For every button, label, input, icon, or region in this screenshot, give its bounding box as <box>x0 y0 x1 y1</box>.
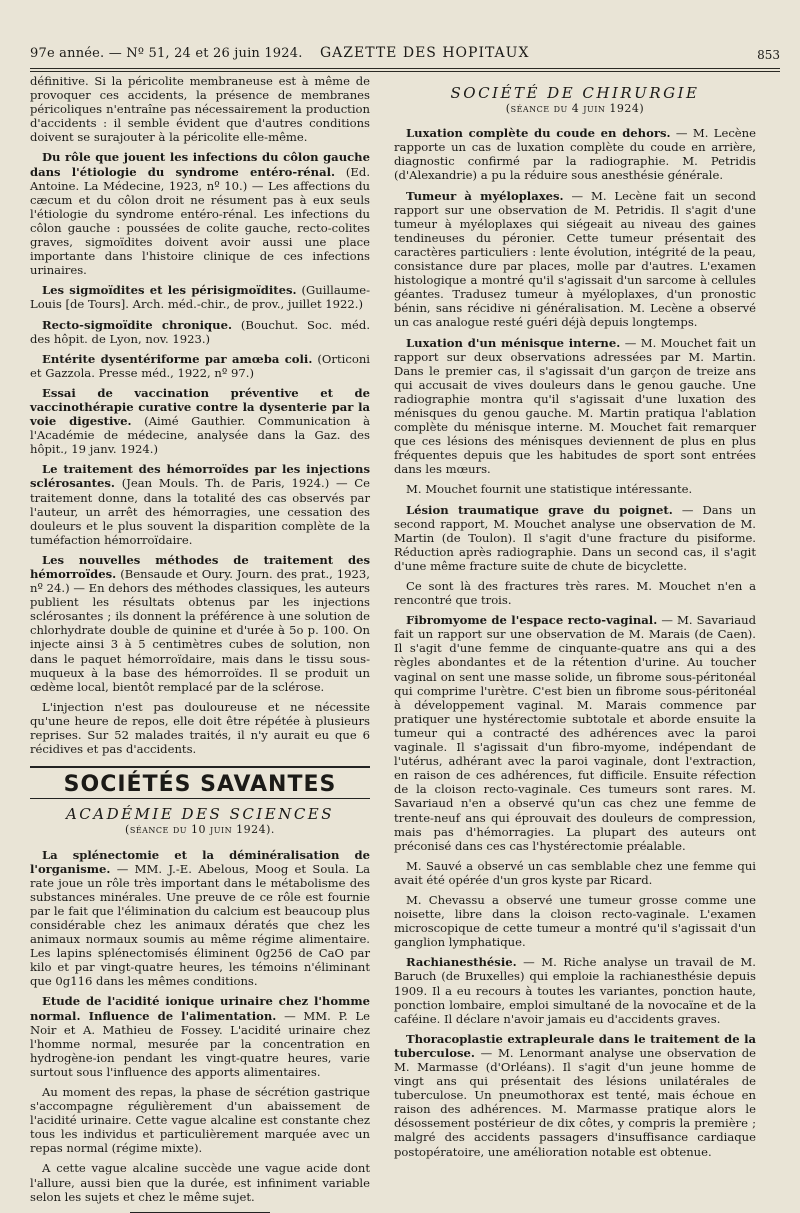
society-seance: (séance du 4 juin 1924) <box>505 102 645 116</box>
entry-body: — MM. J.-E. Abelous, Moog et Soula. La rate joue un rôle très important dans le métabolisme des substances minérales. Une preuve de ce rôle est fournie par le fait que l'élimination du calcium est beaucoup plus considérable chez les animaux dératés que chez les animaux normaux soumis au même régime alimentaire. Les lapins splénectomisés éliminent 0g256 de CaO par kilo et par vingt-quatre heures, les témoins n'éliminant que 0g116 dans les mêmes conditions. <box>30 861 370 989</box>
entry-body: — M. Savariaud fait un rapport sur une observation de M. Marais (de Caen). Il s'agit d'une femme de cinquante-quatre ans qui a des règles abondantes et de la rétention d'urine. Au toucher vaginal on sent une masse solide, un fibrome sous-péritonéal qui comprime l'urètre. C'est bien un fibrome sous-péritonéal à développement vaginal. M. Marais commence par pratiquer une hystérectomie subtotale et aborde ensuite la tumeur qui a contracté des adhérences avec la paroi vaginale. Il s'agissait d'un fibro-myome, indépendant de l'utérus, adhérant avec la paroi vaginale, dont l'extraction, en raison de ces adhérences, fut difficile. Ensuite réfection de la cloison recto-vaginale. Ces tumeurs sont rares. M. Savariaud n'en a observé qu'un cas chez une femme de trente-neuf ans qui éprouvait des douleurs de compression, mais pas d'hémorragies. La plupart des auteurs ont préconisé dans ces cas l'hystérectomie préalable. <box>394 613 757 853</box>
abstract-entry <box>30 848 370 989</box>
entry-title: Essai de vaccination préventive et de vaccinothérapie curative contre la dysenterie par la voie digestive. <box>30 385 370 429</box>
academy-seance: (séance du 10 juin 1924). <box>125 823 275 837</box>
entry-title: Luxation complète du coude en dehors. <box>406 126 671 141</box>
abstract-entry <box>394 613 756 853</box>
section-rule <box>30 766 370 768</box>
entry-title: Les nouvelles méthodes de traitement des hémorroïdes. <box>30 552 370 581</box>
entry-body: (Aimé Gauthier. Communication à l'Académie de médecine, analysée dans la Gaz. des hôpit., 19 janv. 1924.) <box>30 414 371 457</box>
entry-title: Du rôle que jouent les infections du côlon gauche dans l'étiologie du syndrome entéro-rénal. <box>30 150 370 179</box>
entry-body: — M. Lecène fait un second rapport sur une observation de M. Petridis. Il s'agit d'une tumeur à myéloplaxes qui siégeait au niveau des gaines tendineuses du péronier. Cette tumeur présentait des caractères particuliers : lente évolution, intégrité de la peau, consistance dure par places, molle par d'autres. L'examen histologique a montré qu'il s'agissait d'un sarcome à cellules géantes. Tradusez tumeur à myéloplaxes, d'un pronostic bénin, sans récidive ni généralisation. M. Lecène a observé un cas analogue resté guéri déjà depuis longtemps. <box>394 188 757 330</box>
entry-body: (Bouchut. Soc. méd. des hôpit. de Lyon, nov. 1923.) <box>30 317 370 346</box>
page-header <box>30 43 780 65</box>
entry-body: — MM. P. Le Noir et A. Mathieu de Fossey. L'acidité urinaire chez l'homme normal, mesurée par la concentration en hydrogène-ion pendant les vingt-quatre heures, varie surtout sous l'influence des apports alimentaires. <box>30 1008 370 1079</box>
section-rule-thin <box>30 798 370 799</box>
page-number: 853 <box>757 48 780 62</box>
abstract-entry <box>30 283 370 311</box>
entry-body: (Jean Mouls. Th. de Paris, 1924.) — Ce traitement donne, dans la totalité des cas observés par l'auteur, un arrêt des hémorragies, une cessation des douleurs et le plus souvent la disparition complète de la tuméfaction hémorroïdaire. <box>30 476 371 547</box>
abstract-entry <box>30 386 370 456</box>
paragraph: A cette vague alcaline succède une vague acide dont l'allure, aussi bien que la durée, est infiniment variable selon les sujets et chez le même sujet. <box>30 1161 370 1204</box>
entry-title: Fibromyome de l'espace recto-vaginal. <box>406 613 658 628</box>
abstract-entry <box>394 189 756 330</box>
entry-title: Luxation d'un ménisque interne. <box>406 335 621 350</box>
left-column <box>30 74 370 1213</box>
abstract-entry <box>30 318 370 346</box>
entry-body: — M. Mouchet fait un rapport sur deux observations adressées par M. Martin. Dans le premier cas, il s'agissait d'un garçon de treize ans qui accusait de vives douleurs dans le genou gauche. Une radiographie montra qu'il s'agissait d'une luxation des ménisques du genou gauche. M. Martin pratiqua l'ablation complète du ménisque interne. M. Mouchet fait remarquer que ces lésions des ménisques deviennent de plus en plus fréquentes depuis que les habitudes de sport sont entrées dans les mœurs. <box>394 335 756 477</box>
entry-title: Etude de l'acidité ionique urinaire chez l'homme normal. Influence de l'alimentation. <box>30 994 370 1023</box>
abstract-entry <box>30 553 370 694</box>
issue-line: 97e année. — Nº 51, 24 et 26 juin 1924. <box>30 46 303 61</box>
right-column <box>394 74 756 1165</box>
entry-body: (Orticoni et Gazzola. Presse méd., 1922, nº 97.) <box>30 351 370 380</box>
entry-body: (Guillaume-Louis [de Tours]. Arch. méd.-chir., de prov., juillet 1922.) <box>30 283 370 312</box>
abstract-entry <box>394 126 756 182</box>
paragraph: M. Chevassu a observé une tumeur grosse comme une noisette, libre dans la cloison recto-vaginale. L'examen microscopique de cette tumeur a montré qu'il s'agissait d'un ganglion lymphatique. <box>394 892 756 950</box>
abstract-entry <box>30 150 370 277</box>
paragraph: L'injection n'est pas douloureuse et ne nécessite qu'une heure de repos, elle doit être répétée à plusieurs reprises. Sur 52 malades traités, il n'y aurait eu que 6 récidives et pas d'accidents. <box>30 699 370 757</box>
entry-title: La splénectomie et la déminéralisation de l'organisme. <box>30 847 370 876</box>
society-title: SOCIÉTÉ DE CHIRURGIE <box>450 84 700 102</box>
paragraph: Ce sont là des fractures très rares. M. Mouchet n'en a rencontré que trois. <box>394 579 756 608</box>
paragraph: M. Mouchet fournit une statistique intéressante. <box>406 482 693 497</box>
journal-title: GAZETTE DES HOPITAUX <box>320 45 530 61</box>
entry-title: Le traitement des hémorroïdes par les injections sclérosantes. <box>30 462 370 491</box>
entry-title: Thoracoplastie extrapleurale dans le traitement de la tuberculose. <box>394 1031 756 1060</box>
abstract-entry <box>394 336 756 477</box>
abstract-entry <box>394 955 756 1025</box>
entry-title: Entérite dysentériforme par amœba coli. <box>42 351 313 366</box>
entry-title: Lésion traumatique grave du poignet. <box>406 502 673 517</box>
paragraph: Au moment des repas, la phase de sécrétion gastrique s'accompagne régulièrement d'un abaissement de l'acidité urinaire. Cette vague alcaline est constante chez tous les individus et particulièrement marquée avec un repas normal (régime mixte). <box>30 1085 370 1156</box>
entry-body: — M. Lecène rapporte un cas de luxation complète du coude en arrière, diagnostic confirmé par la radiographie. M. Petridis (d'Alexandrie) a pu la réduire sous anesthésie générale. <box>394 126 757 183</box>
abstract-entry <box>30 462 370 547</box>
header-rule <box>30 68 780 69</box>
abstract-entry <box>394 1032 756 1159</box>
entry-body: — Dans un second rapport, M. Mouchet analyse une observation de M. Martin (de Toulon). Il s'agit d'une fracture du pisiforme. Réduction après radiographie. Dans un second cas, il s'agit d'une même fracture suite de chute de bicyclette. <box>394 502 757 573</box>
entry-title: Rachianesthésie. <box>406 955 517 970</box>
entry-body: (Ed. Antoine. La Médecine, 1923, nº 10.) — Les affections du cæcum et du côlon droit ne résument pas à eux seuls l'étiologie du syndrome entéro-rénal. Les infections du côlon gauche : poussées de colite gauche, recto-colites graves, sigmoïdites doivent avoir aussi une place importante dans l'histoire clinique de ces infections urinaires. <box>30 164 370 278</box>
paragraph: M. Sauvé a observé un cas semblable chez une femme qui avait été opérée d'un gros kyste par Ricard. <box>394 858 756 887</box>
entry-body: — M. Riche analyse un travail de M. Baruch (de Bruxelles) qui emploie la rachianesthésie depuis 1909. Il a eu recours à toutes les variantes, ponction haute, ponction lombaire, emploi simultané de la novocaïne et de la caféine. Il déclare n'avoir jamais eu d'accidents graves. <box>394 955 756 1026</box>
entry-body: — M. Lenormant analyse une observation de M. Marmasse (d'Orléans). Il s'agit d'un jeune homme de vingt ans qui présentait des lésions unilatérales de tuberculose. Un pneumothorax est tenté, mais échoue en raison des adhérences. M. Marmasse pratique alors le désossement postérieur de dix côtes, y compris la première ; malgré des accidents passagers d'insuffisance cardiaque postopératoire, une amélioration notable est obtenue. <box>394 1045 757 1159</box>
header-rule-thin <box>30 71 780 72</box>
entry-title: Recto-sigmoïdite chronique. <box>42 317 233 332</box>
entry-title: Les sigmoïdites et les périsigmoïdites. <box>42 283 297 298</box>
abstract-entry <box>30 352 370 380</box>
entry-title: Tumeur à myéloplaxes. <box>406 188 564 203</box>
entry-body: (Bensaude et Oury. Journ. des prat., 1923, nº 24.) — En dehors des méthodes classiques, les auteurs publient les résultats obtenus par les injections sclérosantes ; ils donnent la préférence à une solution de chlorhydrate double de quinine et d'urée à 5o p. 100. On injecte ainsi 3 à 5 centimètres cubes de solution, non dans le paquet hémorroïdaire, mais dans le tissu sous-muqueux à la base des hémorroïdes. Il se produit un œdème local, bientôt remplacé par de la sclérose. <box>30 567 370 694</box>
abstract-entry <box>394 503 756 573</box>
academy-title: ACADÉMIE DES SCIENCES <box>65 805 335 824</box>
paragraph: définitive. Si la péricolite membraneuse est à même de provoquer ces accidents, la présence de membranes péricoliques n'entraîne pas nécessairement la production d'accidents : il semble évident que d'autres conditions doivent se surajouter à la péricolite elle-même. <box>30 74 370 145</box>
abstract-entry <box>30 994 370 1079</box>
section-title: SOCIÉTÉS SAVANTES <box>63 772 337 798</box>
